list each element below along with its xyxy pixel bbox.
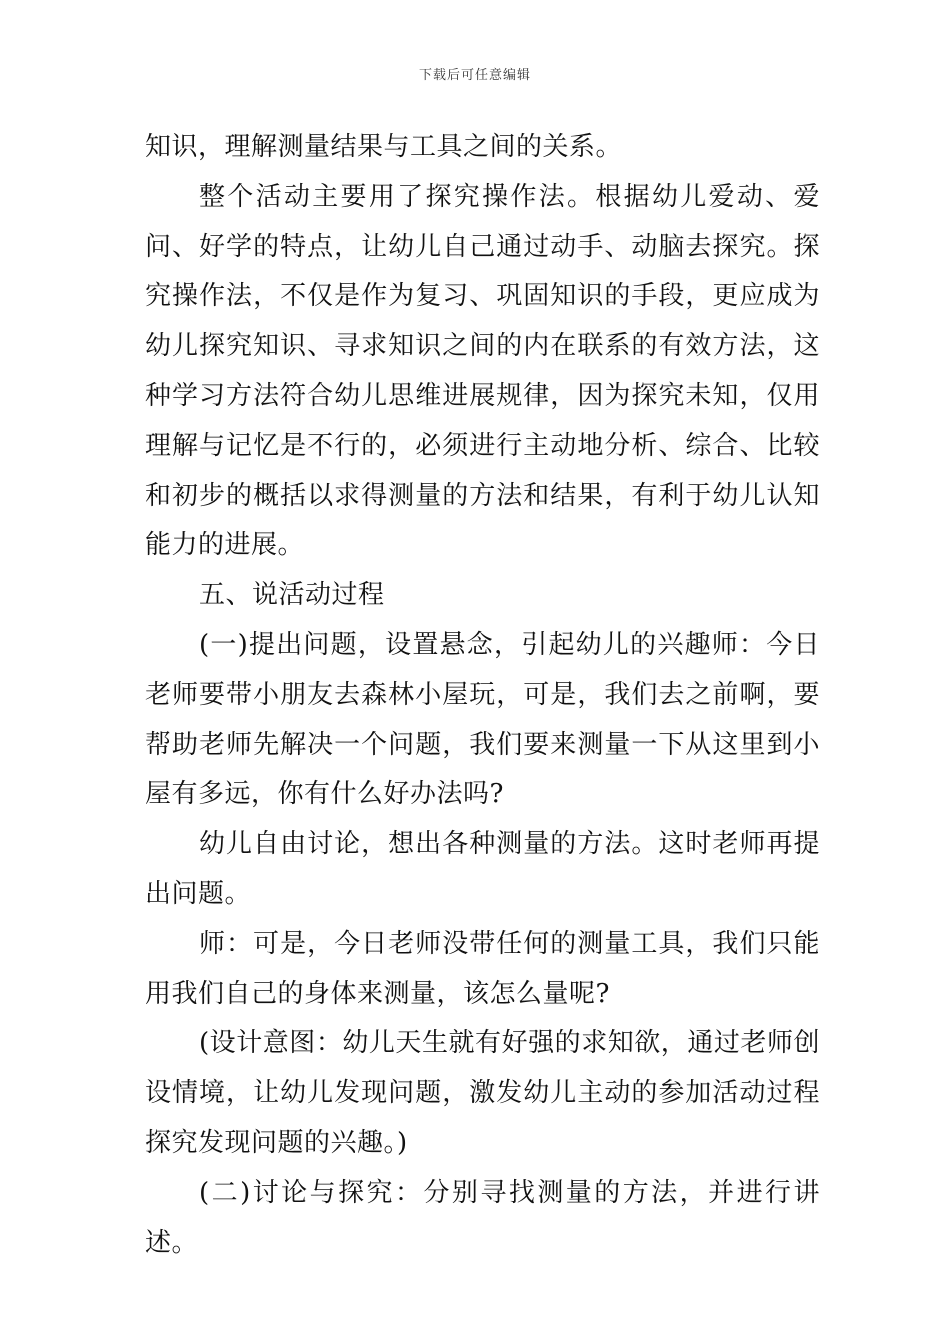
document-body — [145, 123, 820, 1268]
paragraph-7: (二)讨论与探究：分别寻找测量的方法，并进行讲述。 — [145, 1177, 820, 1258]
paragraph-2: 整个活动主要用了探究操作法。根据幼儿爱动、爱问、好学的特点，让幼儿自己通过动手、动脑去探究。探究操作法，不仅是作为复习、巩固知识的手段，更应成为幼儿探究知识、寻求知识之间的内在联系的有效方法，这种学习方法符合幼儿思维进展规律，因为探究未知，仅用理解与记忆是不行的，必须进行主动地分析、综合、比较和初步的概括以求得测量的方法和结果，有利于幼儿认知能力的进展。 — [145, 181, 820, 561]
page-header: 下载后可任意编辑 — [418, 68, 531, 83]
paragraph-5: 师：可是，今日老师没带任何的测量工具，我们只能用我们自己的身体来测量，该怎么量呢? — [145, 928, 820, 1009]
paragraph-6: (设计意图：幼儿天生就有好强的求知欲，通过老师创设情境，让幼儿发现问题，激发幼儿主动的参加活动过程探究发现问题的兴趣。) — [145, 1028, 820, 1158]
section-heading: 五、说活动过程 — [199, 580, 385, 611]
paragraph-4: 幼儿自由讨论，想出各种测量的方法。这时老师再提出问题。 — [145, 829, 820, 909]
paragraph-1: 知识，理解测量结果与工具之间的关系。 — [145, 132, 623, 162]
paragraph-3: (一)提出问题，设置悬念，引起幼儿的兴趣师：今日老师要带小朋友去森林小屋玩，可是，我们去之前啊，要帮助老师先解决一个问题，我们要来测量一下从这里到小屋有多远，你有什么好办法吗? — [145, 629, 820, 810]
